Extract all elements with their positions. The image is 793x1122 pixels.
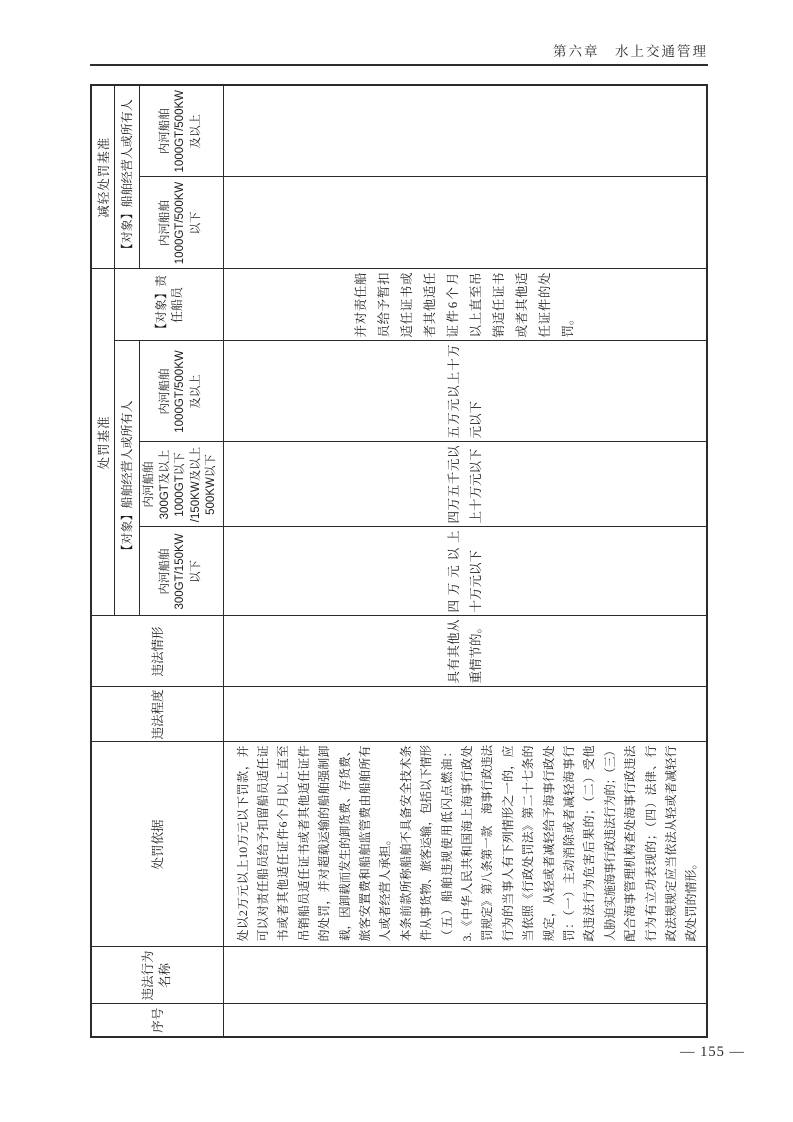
header-ship-mid: 内河船舶 300GT及以上 1000GT以下 /150KW及以上 500KW以下 [139, 442, 223, 527]
table-row [223, 85, 707, 1037]
cell-mitigated-above [223, 85, 707, 177]
header-row-groups [91, 85, 114, 1037]
amount-small-text: 四万元以上 十万元以下 [446, 530, 483, 613]
chapter-heading: 第六章 水上交通管理 [553, 44, 708, 59]
penalty-basis-text: 处以2万元以上10万元以下罚款，并 可以对责任船员给予扣留船员适任证 书或者其他适任证件6个月以上直至 吊销船员适任证书或者其他适任证件 的处罚，并对超载运输的船舶强制卸 载，因卸载而发生的卸货费、存货费、 旅客安置费和船舶监管费由船舶所有 人或者经营人承担。 本条前款所称船舶不具备安全技术条 件从事货物、旅客运输，包括以下情形 （五）船舶违规使用低闪点燃油： 3.《中华人民共和国海上海事行政处 罚规定》第八条第一款 海事行政违法 行为的当事人有下列情形之一的，应 当依照《行政处罚法》第二十七条的 规定，从轻或者减轻给予海事行政处 罚：（一）主动消除或者减轻海事行 政违法行为危害后果的；（二）受他 人胁迫实施海事行政违法行为的；（三） 配合海事管理机构查处海事行政违法 行为有立功表现的；（四）法律、行 政法规规定应当依法从轻或者减轻行 政处罚的情形。 [235, 745, 699, 942]
header-violation-degree: 违法程度 [91, 687, 223, 742]
header-target-operator-mitigated: 【对象】船舶经营人或所有人 [114, 85, 139, 269]
crew-penalty-text: 并对责任船 员给予暂扣 适任证书或 者其他适任 证件6个月 以上直至吊 销适任证书 或者其他适 任证件的处 罚。 [353, 272, 575, 338]
header-violation-name: 违法行为 名称 [91, 947, 223, 1004]
cell-penalty-basis [223, 742, 707, 947]
cell-violation-degree [223, 687, 707, 742]
header-group-mitigated: 减轻处罚基准 [91, 85, 114, 269]
amount-mid-text: 四万五千元以 上十万元以下 [446, 445, 483, 524]
header-ship-large: 内河船舶 1000GT/500KW 及以上 [139, 341, 223, 442]
cell-violation-name [223, 947, 707, 1004]
header-rule [90, 64, 708, 66]
header-ship-small: 内河船舶 300GT/150KW 以下 [139, 527, 223, 616]
header-mitigated-ship-above: 内河船舶 1000GT/500KW 及以上 [139, 85, 223, 177]
page-number: — 155 — [680, 1044, 745, 1060]
cell-mitigated-below [223, 177, 707, 269]
cell-amount-large [223, 341, 707, 442]
violation-circumstance-text: 具有其他从 重情节的。 [446, 619, 483, 684]
cell-crew-penalty [223, 269, 707, 341]
cell-violation-circumstance [223, 616, 707, 687]
penalty-standards-table [90, 84, 708, 1038]
header-mitigated-ship-below: 内河船舶 1000GT/500KW 以下 [139, 177, 223, 269]
header-violation-circumstance: 违法情形 [91, 616, 223, 687]
rotated-table-container [90, 86, 706, 1038]
header-serial: 序号 [91, 1004, 223, 1037]
cell-serial [223, 1004, 707, 1037]
header-penalty-basis: 处罚依据 [91, 742, 223, 947]
amount-large-text: 五万元以上十万 元以下 [446, 344, 483, 439]
header-group-penalty: 处罚基准 [91, 269, 114, 616]
header-target-operator-penalty: 【对象】船舶经营人或所有人 [114, 341, 139, 616]
cell-amount-mid [223, 442, 707, 527]
cell-amount-small [223, 527, 707, 616]
header-target-crew: 【对象】责 任船员 [114, 269, 223, 341]
